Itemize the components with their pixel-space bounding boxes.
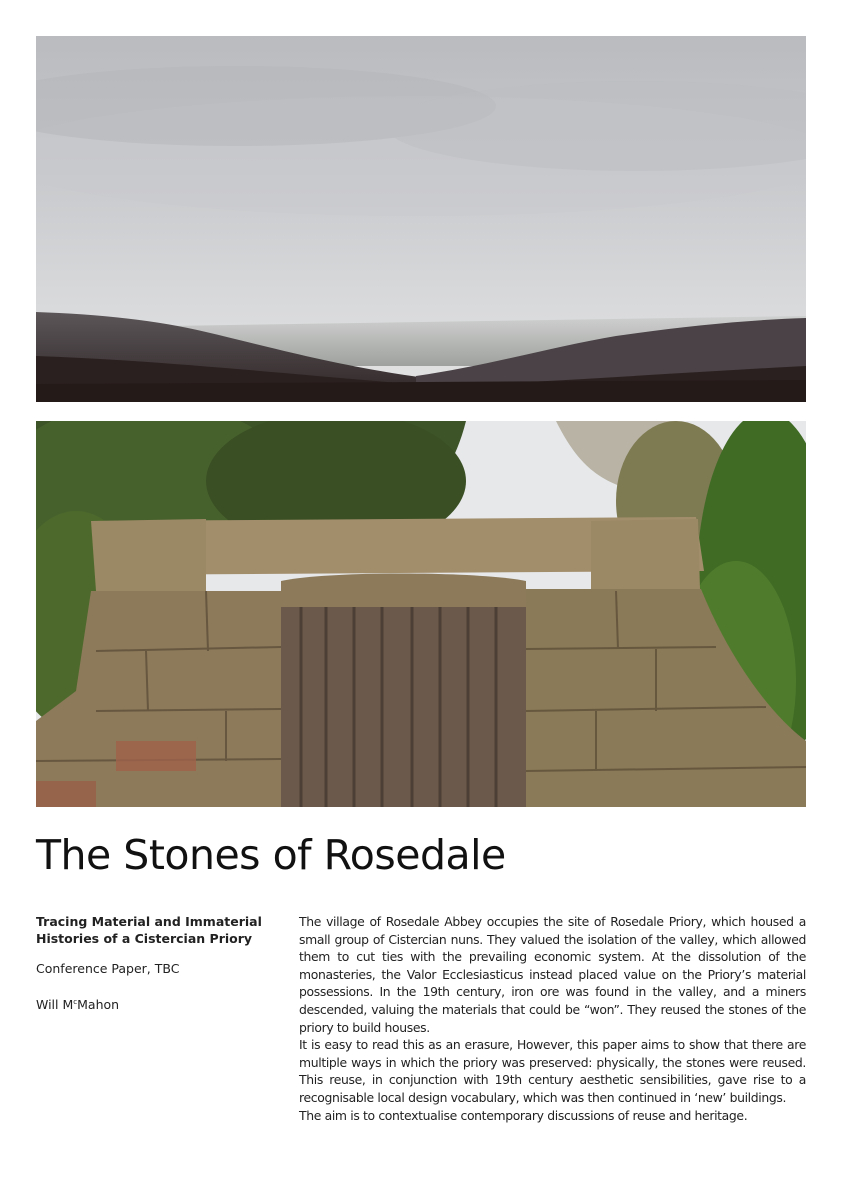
author-suffix: Mahon <box>77 997 120 1012</box>
paper-type: Conference Paper, TBC <box>36 961 180 976</box>
subtitle-line-2: Histories of a Cistercian Priory <box>36 931 253 946</box>
abstract-paragraph-3: The aim is to contextualise contemporary discussions of reuse and heritage. <box>299 1107 748 1123</box>
abstract-paragraph-2: It is easy to read this as an erasure, However, this paper aims to show that there are multiple ways in which the priory was preserved: physically, the stones were reused. This reuse, in conjunction with 19th century aesthetic sensibilities, gave rise to a recognisable local design vocabulary, which was then continued in ‘new’ buildings. <box>299 1037 806 1105</box>
gateway-photo <box>36 421 806 807</box>
author-name <box>36 994 281 1013</box>
page-title: The Stones of Rosedale <box>36 831 506 879</box>
paper-subtitle <box>36 913 281 947</box>
author-superscript: c <box>73 998 78 1006</box>
moorland-valley-image <box>36 36 806 402</box>
author-prefix: Will M <box>36 997 74 1012</box>
landscape-photo <box>36 36 806 402</box>
stone-gateway-image <box>36 421 806 807</box>
subtitle-line-1: Tracing Material and Immaterial <box>36 914 262 929</box>
abstract-paragraph-1: The village of Rosedale Abbey occupies the site of Rosedale Priory, which housed a small group of Cistercian nuns. They valued the isolation of the valley, which allowed them to cut ties with the prevailing economic system. At the dissolution of the monasteries, the Valor Ecclesiasticus instead placed value on the Priory’s material possessions. In the 19th century, iron ore was found in the valley, and a miners descended, valuing the materials that could be “won”. They reused the stones of the priory to build houses. <box>299 914 806 1035</box>
abstract <box>299 913 806 1124</box>
paper-details <box>36 913 281 1030</box>
